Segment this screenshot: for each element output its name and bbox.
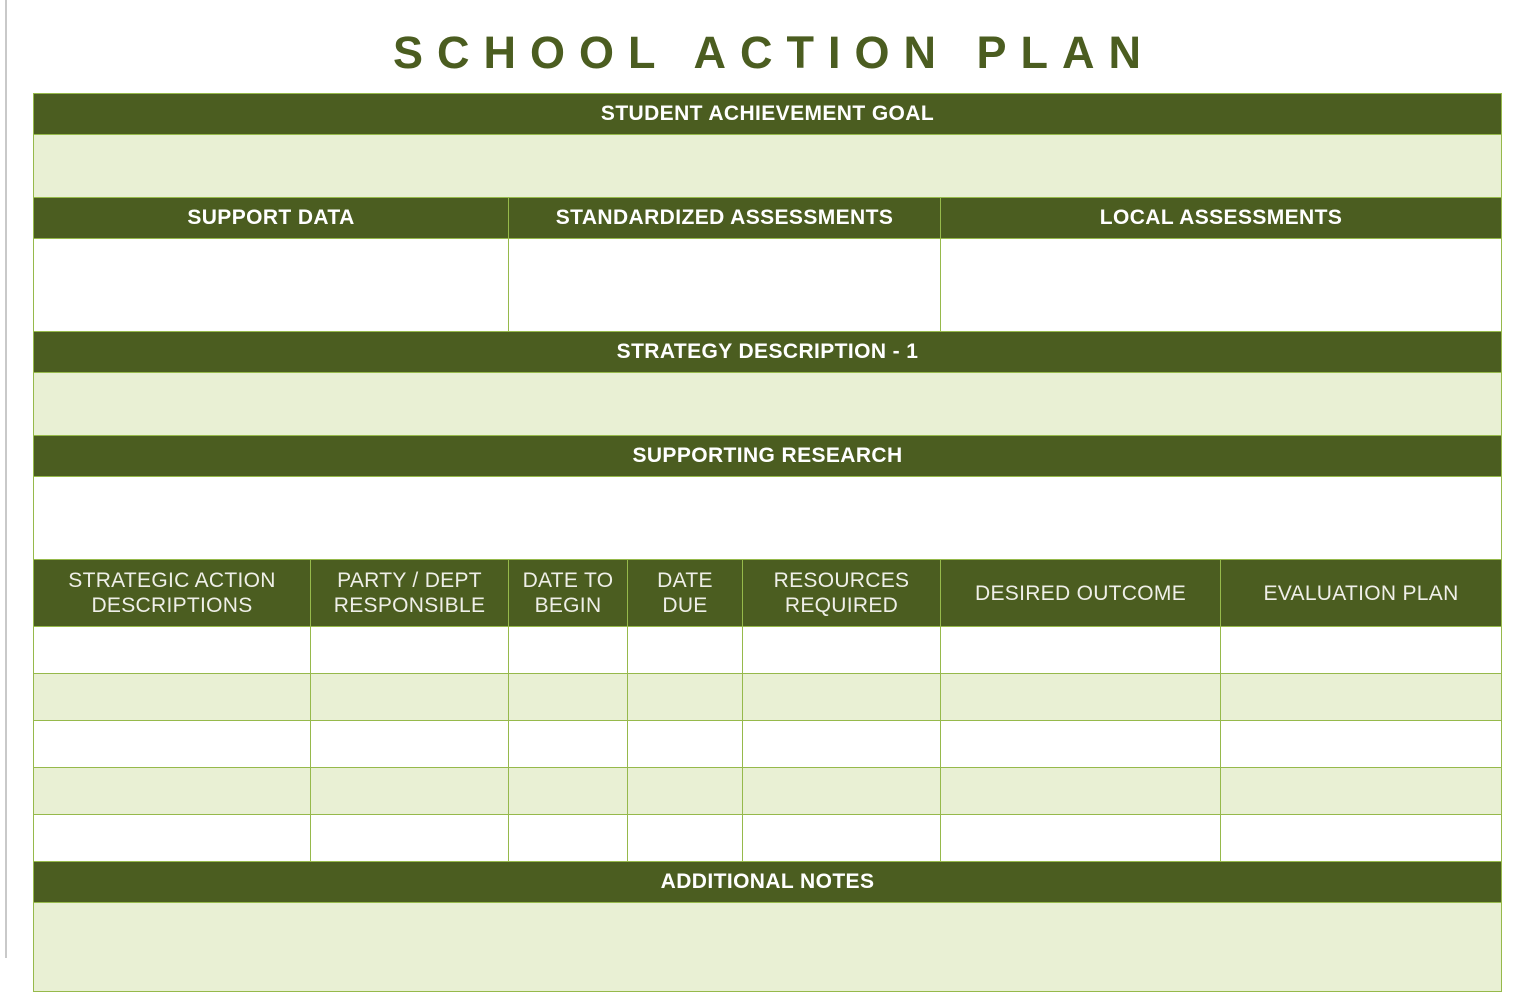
column-header-date-due (628, 560, 743, 627)
table-row (34, 768, 1502, 815)
support-data-heading: SUPPORT DATA (34, 198, 509, 239)
supporting-research-header-row (34, 436, 1502, 477)
cell-strategic-action[interactable] (34, 721, 311, 768)
cell-strategic-action[interactable] (34, 674, 311, 721)
cell-party-dept[interactable] (311, 674, 509, 721)
column-header-party-dept-line2: RESPONSIBLE (333, 594, 486, 617)
column-header-party-dept-line1: PARTY / DEPT (337, 569, 482, 592)
student-achievement-goal-header-row (34, 94, 1502, 135)
cell-party-dept[interactable] (311, 721, 509, 768)
column-header-strategic-action-line2: DESCRIPTIONS (91, 594, 253, 617)
student-achievement-goal-field[interactable] (34, 135, 1502, 198)
cell-desired-outcome[interactable] (941, 768, 1221, 815)
strategy-description-heading: STRATEGY DESCRIPTION - 1 (34, 332, 1502, 373)
strategy-description-input-row (34, 373, 1502, 436)
cell-desired-outcome[interactable] (941, 815, 1221, 862)
column-header-date-to-begin-line2: BEGIN (534, 594, 602, 617)
cell-date-to-begin[interactable] (509, 627, 628, 674)
cell-strategic-action[interactable] (34, 768, 311, 815)
table-row (34, 815, 1502, 862)
cell-strategic-action[interactable] (34, 815, 311, 862)
assessments-header-row (34, 198, 1502, 239)
column-header-strategic-action (34, 560, 311, 627)
local-assessments-heading: LOCAL ASSESSMENTS (941, 198, 1502, 239)
additional-notes-input-row (34, 903, 1502, 992)
supporting-research-input-row (34, 477, 1502, 560)
cell-desired-outcome[interactable] (941, 721, 1221, 768)
cell-evaluation-plan[interactable] (1221, 627, 1502, 674)
action-table-header-row (34, 560, 1502, 627)
cell-evaluation-plan[interactable] (1221, 815, 1502, 862)
support-data-field[interactable] (34, 239, 509, 332)
cell-date-due[interactable] (628, 768, 743, 815)
strategy-description-header-row (34, 332, 1502, 373)
supporting-research-heading: SUPPORTING RESEARCH (34, 436, 1502, 477)
cell-date-to-begin[interactable] (509, 768, 628, 815)
cell-resources-required[interactable] (743, 721, 941, 768)
strategy-description-field[interactable] (34, 373, 1502, 436)
column-header-desired-outcome-line1: DESIRED OUTCOME (974, 581, 1186, 605)
additional-notes-field[interactable] (34, 903, 1502, 992)
column-header-date-due-line1: DATE (657, 569, 713, 592)
cell-party-dept[interactable] (311, 815, 509, 862)
cell-resources-required[interactable] (743, 627, 941, 674)
cell-evaluation-plan[interactable] (1221, 768, 1502, 815)
cell-desired-outcome[interactable] (941, 674, 1221, 721)
assessments-input-row (34, 239, 1502, 332)
column-header-date-to-begin-line1: DATE TO (522, 569, 614, 592)
local-assessments-field[interactable] (941, 239, 1502, 332)
column-header-date-due-line2: DUE (662, 594, 708, 617)
cell-date-to-begin[interactable] (509, 721, 628, 768)
cell-date-to-begin[interactable] (509, 815, 628, 862)
column-header-resources-required (743, 560, 941, 627)
cell-strategic-action[interactable] (34, 627, 311, 674)
cell-date-due[interactable] (628, 815, 743, 862)
cell-party-dept[interactable] (311, 768, 509, 815)
additional-notes-header-row (34, 862, 1502, 903)
cell-resources-required[interactable] (743, 815, 941, 862)
additional-notes-heading: ADDITIONAL NOTES (34, 862, 1502, 903)
supporting-research-field[interactable] (34, 477, 1502, 560)
cell-resources-required[interactable] (743, 768, 941, 815)
cell-party-dept[interactable] (311, 627, 509, 674)
column-header-party-dept (311, 560, 509, 627)
column-header-resources-required-line2: REQUIRED (784, 594, 899, 617)
standardized-assessments-field[interactable] (509, 239, 941, 332)
cell-date-to-begin[interactable] (509, 674, 628, 721)
column-header-evaluation-plan-line1: EVALUATION PLAN (1263, 581, 1459, 605)
column-header-date-to-begin (509, 560, 628, 627)
cell-evaluation-plan[interactable] (1221, 721, 1502, 768)
cell-desired-outcome[interactable] (941, 627, 1221, 674)
cell-date-due[interactable] (628, 721, 743, 768)
cell-date-due[interactable] (628, 627, 743, 674)
action-plan-table (33, 93, 1502, 992)
standardized-assessments-heading: STANDARDIZED ASSESSMENTS (509, 198, 941, 239)
column-header-resources-required-line1: RESOURCES (773, 569, 910, 592)
cell-date-due[interactable] (628, 674, 743, 721)
student-achievement-goal-heading: STUDENT ACHIEVEMENT GOAL (34, 94, 1502, 135)
student-achievement-goal-input-row (34, 135, 1502, 198)
column-header-evaluation-plan (1221, 560, 1502, 627)
page-title: SCHOOL ACTION PLAN (392, 27, 1155, 78)
column-header-strategic-action-line1: STRATEGIC ACTION (68, 569, 276, 592)
cell-resources-required[interactable] (743, 674, 941, 721)
table-row (34, 627, 1502, 674)
column-header-desired-outcome (941, 560, 1221, 627)
cell-evaluation-plan[interactable] (1221, 674, 1502, 721)
table-row (34, 721, 1502, 768)
table-row (34, 674, 1502, 721)
